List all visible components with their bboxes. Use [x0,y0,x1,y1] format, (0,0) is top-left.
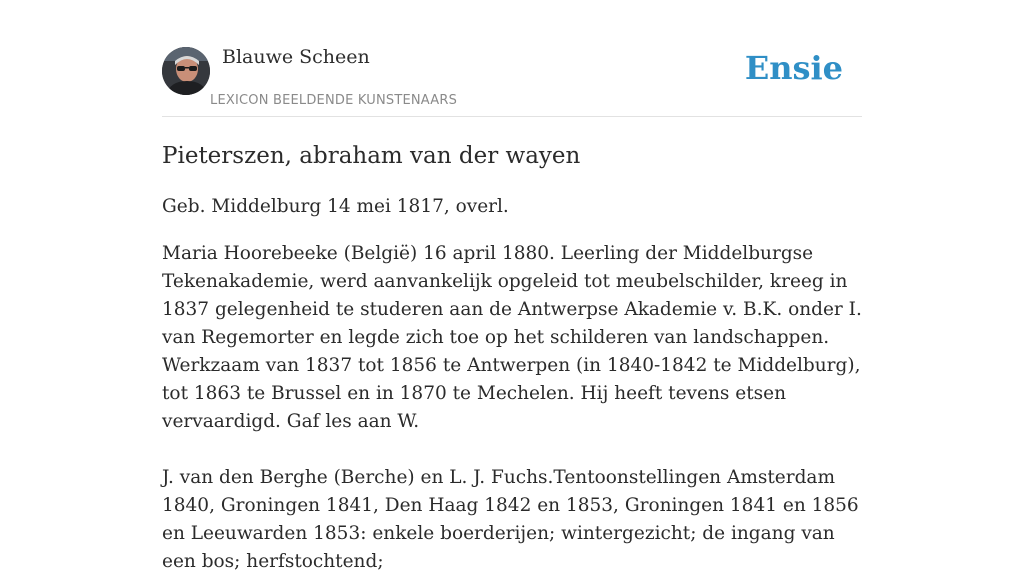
source-label[interactable]: LEXICON BEELDENDE KUNSTENAARS [210,93,458,108]
avatar-photo [162,47,210,95]
article-paragraph: J. van den Berghe (Berche) en L. J. Fuchs.Tentoonstellingen Amsterdam 1840, Groningen 1841, Den Haag 1842 en 1853, Groningen 1841 en 1856 en Leeuwarden 1853: enkele boerderijen; wintergezicht; de ingang van een bos; herfstochtend; [162,467,859,572]
header [162,0,862,117]
ensie-logo[interactable]: Ensie [744,49,843,87]
article-title: Pieterszen, abraham van der wayen [162,143,581,169]
article-paragraph: Geb. Middelburg 14 mei 1817, overl. [162,196,509,217]
page [162,0,862,576]
author-name[interactable]: Blauwe Scheen [222,46,370,68]
article-paragraph: Maria Hoorebeeke (België) 16 april 1880. Leerling der Middelburgse Tekenakademie, werd aanvankelijk opgeleid tot meubelschilder, kreeg in 1837 gelegenheid te studeren aan de Antwerpse Akademie v. B.K. onder I. van Regemorter en legde zich toe op het schilderen van landschappen. Werkzaam van 1837 tot 1856 te Antwerpen (in 1840-1842 te Middelburg), tot 1863 te Brussel en in 1870 te Mechelen. Hij heeft tevens etsen vervaardigd. Gaf les aan W. [162,243,862,432]
author-avatar[interactable] [162,47,210,95]
